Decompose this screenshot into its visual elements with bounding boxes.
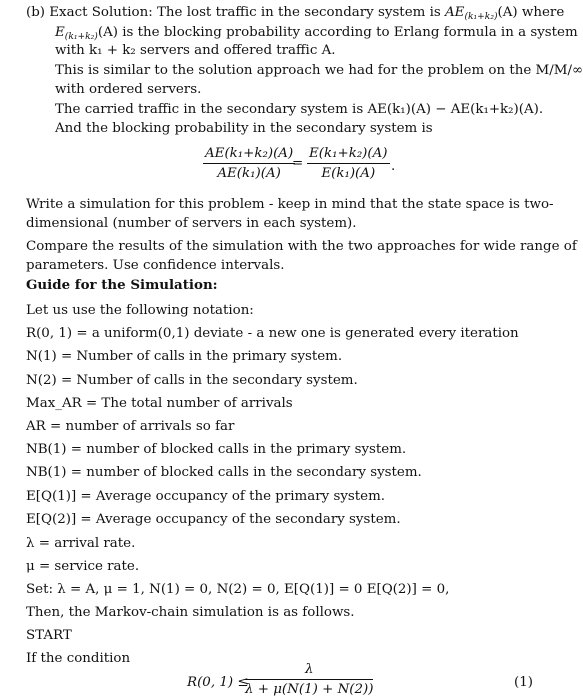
inequality-fraction — [245, 662, 373, 697]
notation-item: E[Q(1)] = Average occupancy of the primary system. — [26, 489, 386, 504]
formula-left-fraction — [203, 146, 295, 181]
notation-item: E[Q(2)] = Average occupancy of the secondary system. — [26, 512, 401, 527]
inequality-numerator: λ — [245, 662, 373, 680]
formula-right-numerator: E(k₁+k₂)(A) — [307, 146, 390, 164]
exact-solution-line-1 — [26, 5, 565, 23]
guide-intro: Let us use the following notation: — [26, 303, 254, 318]
math-subscript: (k₁+k₂) — [64, 32, 98, 43]
exact-solution-line-5: with ordered servers. — [55, 82, 202, 97]
notation-item: Max_AR = The total number of arrivals — [26, 396, 293, 411]
notation-item: AR = number of arrivals so far — [26, 419, 235, 434]
text-run: (A) where — [497, 5, 565, 20]
notation-item: NB(1) = number of blocked calls in the secondary system. — [26, 465, 422, 480]
inequality-denominator: λ + μ(N(1) + N(2)) — [245, 682, 374, 697]
task-line-2: dimensional (number of servers in each system). — [26, 216, 357, 231]
notation-item: N(1) = Number of calls in the primary system. — [26, 349, 343, 364]
equation-number: (1) — [514, 675, 533, 690]
guide-heading: Guide for the Simulation: — [26, 277, 218, 293]
notation-item: N(2) = Number of calls in the secondary system. — [26, 373, 358, 388]
task-line-4: parameters. Use confidence intervals. — [26, 258, 285, 273]
exact-solution-line-6: The carried traffic in the secondary system is AE(k₁)(A) − AE(k₁+k₂)(A). — [55, 102, 544, 117]
formula-left-numerator: AE(k₁+k₂)(A) — [203, 146, 295, 164]
exact-solution-line-2 — [55, 25, 578, 43]
markov-chain-line: Then, the Markov-chain simulation is as follows. — [26, 605, 355, 620]
math-E: E — [55, 25, 65, 40]
inequality-left: R(0, 1) ≤ — [187, 675, 249, 690]
formula-equals-sign: = — [292, 156, 304, 171]
exact-solution-line-3: with k₁ + k₂ servers and offered traffic A. — [55, 43, 336, 58]
notation-item: NB(1) = number of blocked calls in the primary system. — [26, 442, 407, 457]
text-run: (A) is the blocking probability according to Erlang formula in a system — [97, 25, 578, 40]
notation-item: μ = service rate. — [26, 559, 140, 574]
start-label: START — [26, 628, 72, 643]
math-AE: AE — [444, 5, 465, 20]
formula-right-denominator: E(k₁)(A) — [321, 166, 376, 181]
exact-solution-line-4: This is similar to the solution approach we had for the problem on the M/M/∞ — [55, 63, 583, 78]
condition-line: If the condition — [26, 651, 131, 666]
formula-period: . — [391, 159, 396, 174]
notation-item: λ = arrival rate. — [26, 536, 136, 551]
text-run: (b) Exact Solution: The lost traffic in the secondary system is — [26, 5, 445, 20]
initialization-line: Set: λ = A, μ = 1, N(1) = 0, N(2) = 0, E[Q(1)] = 0 E[Q(2)] = 0, — [26, 582, 450, 597]
math-subscript: (k₁+k₂) — [464, 12, 498, 23]
formula-right-fraction — [307, 146, 390, 181]
formula-left-denominator: AE(k₁)(A) — [217, 166, 281, 181]
task-line-3: Compare the results of the simulation with the two approaches for wide range of — [26, 239, 577, 254]
task-line-1: Write a simulation for this problem - keep in mind that the state space is two- — [26, 197, 554, 212]
exact-solution-line-7: And the blocking probability in the secondary system is — [55, 121, 433, 136]
notation-item: R(0, 1) = a uniform(0,1) deviate - a new one is generated every iteration — [26, 326, 519, 341]
